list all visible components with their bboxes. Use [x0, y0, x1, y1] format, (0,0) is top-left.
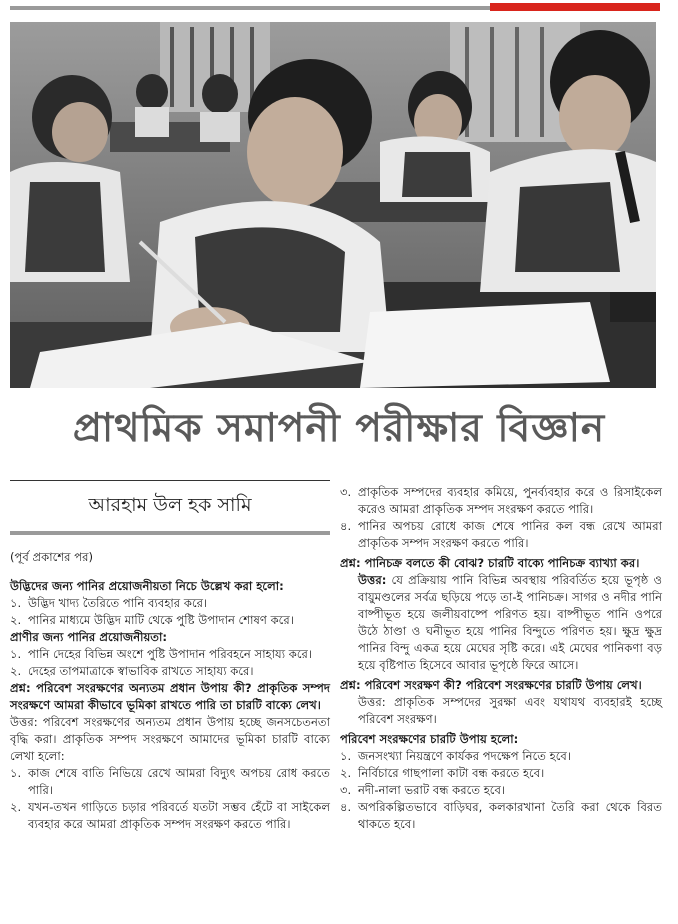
- top-accent-bar: [490, 3, 660, 11]
- previous-note: (পূর্ব প্রকাশের পর): [10, 550, 94, 564]
- list-item: ২. দেহের তাপমাত্রাকে স্বাভাবিক রাখতে সাহায্য করে।: [10, 664, 254, 678]
- byline-top-rule: [10, 480, 330, 481]
- list-item: ৩. প্রাকৃতিক সম্পদের ব্যবহার কমিয়ে, পুনর্ব্যবহার করে ও রিসাইকেল করেও আমরা প্রাকৃতিক সম্পদ সংরক্ষণ করতে পারি।: [340, 485, 662, 516]
- ways-heading: পরিবেশ সংরক্ষণের চারটি উপায় হলো:: [340, 732, 519, 746]
- answer-2: উত্তর: যে প্রক্রিয়ায় পানি বিভিন্ন অবস্থায় পরিবর্তিত হয়ে ভূপৃষ্ঠ ও বায়ুমণ্ডলের সর্বত্র ছড়িয়ে পড়ে তা-ই পানিচক্র। সাগর ও নদীর পানি বাষ্পীভূত হয়ে জলীয়বাষ্পে পরিণত হয়। বাষ্পীভূত পানি ওপরে উঠে ঠাণ্ডা ও ঘনীভূত হয়ে পানির বিন্দুতে পরিণত হয়। ক্ষুদ্র ক্ষুদ্র পানির বিন্দু একত্র হয়ে মেঘের সৃষ্টি করে। এই মেঘের পানিকণা বড় হয়ে বৃষ্টিপাত হিসেবে আবার ভূপৃষ্ঠে ফিরে আসে।: [358, 573, 662, 672]
- living-heading: প্রাণীর জন্য পানির প্রয়োজনীয়তা:: [10, 630, 167, 644]
- plants-heading: উদ্ভিদের জন্য পানির প্রয়োজনীয়তা নিচে উল্লেখ করা হলো:: [10, 579, 284, 593]
- top-rule: [10, 6, 490, 10]
- list-item: ১. কাজ শেষে বাতি নিভিয়ে রেখে আমরা বিদ্যুৎ অপচয় রোধ করতে পারি।: [10, 766, 330, 797]
- headline: প্রাথমিক সমাপনী পরীক্ষার বিজ্ঞান: [72, 406, 606, 451]
- answer-3: উত্তর: প্রাকৃতিক সম্পদের সুরক্ষা এবং যথাযথ ব্যবহারই হচ্ছে পরিবেশ সংরক্ষণ।: [358, 695, 662, 726]
- right-column: [340, 484, 662, 833]
- list-item: ৪. অপরিকল্পিতভাবে বাড়িঘর, কলকারখানা তৈরি করা থেকে বিরত থাকতে হবে।: [340, 800, 662, 831]
- list-item: ২. পানির মাধ্যমে উদ্ভিদ মাটি থেকে পুষ্টি উপাদান শোষণ করে।: [10, 613, 294, 627]
- list-item: ৩. নদী-নালা ভরাট বন্ধ করতে হবে।: [340, 783, 506, 797]
- list-item: ১. জনসংখ্যা নিয়ন্ত্রণে কার্যকর পদক্ষেপ নিতে হবে।: [340, 749, 571, 763]
- answer-1: উত্তর: পরিবেশ সংরক্ষণের অন্যতম প্রধান উপায় হচ্ছে জনসচেতনতা বৃদ্ধি করা। প্রাকৃতিক সম্পদ সংরক্ষণে আমাদের ভূমিকা চারটি বাক্যে লেখা হলো:: [10, 715, 330, 763]
- list-item: ১. পানি দেহের বিভিন্ন অংশে পুষ্টি উপাদান পরিবহনে সাহায্য করে।: [10, 647, 313, 661]
- question-2: প্রশ্ন: পানিচক্র বলতে কী বোঝ? চারটি বাক্যে পানিচক্র ব্যাখ্যা কর।: [340, 556, 640, 570]
- question-3: প্রশ্ন: পরিবেশ সংরক্ষণ কী? পরিবেশ সংরক্ষণের চারটি উপায় লেখ।: [340, 678, 642, 692]
- byline-bottom-rule: [10, 531, 330, 535]
- conservation-roles-list-cont: [340, 484, 662, 552]
- author-byline: আরহাম উল হক সামি: [88, 494, 252, 516]
- question-1: প্রশ্ন: পরিবেশ সংরক্ষণের অন্যতম প্রধান উপায় কী? প্রাকৃতিক সম্পদ সংরক্ষণে আমরা কীভাবে ভূমিকা রাখতে পারি তা চারটি বাক্যে লেখ।: [10, 681, 330, 712]
- students-exam-photo: [10, 22, 656, 388]
- list-item: ৪. পানির অপচয় রোধে কাজ শেষে পানির কল বন্ধ রেখে আমরা প্রাকৃতিক সম্পদ সংরক্ষণ করতে পারি।: [340, 519, 662, 550]
- left-column: [10, 480, 330, 833]
- list-item: ১. উদ্ভিদ খাদ্য তৈরিতে পানি ব্যবহার করে।: [10, 596, 208, 610]
- plants-list: [10, 595, 330, 629]
- living-list: [10, 646, 330, 680]
- list-item: ২. যখন-তখন গাড়িতে চড়ার পরিবর্তে যতটা সম্ভব হেঁটে বা সাইকেল ব্যবহার করে আমরা প্রাকৃতিক সম্পদ সংরক্ষণ করতে পারি।: [10, 800, 330, 831]
- ways-list: [340, 748, 662, 833]
- list-item: ২. নির্বিচারে গাছপালা কাটা বন্ধ করতে হবে।: [340, 766, 545, 780]
- conservation-roles-list: [10, 765, 330, 833]
